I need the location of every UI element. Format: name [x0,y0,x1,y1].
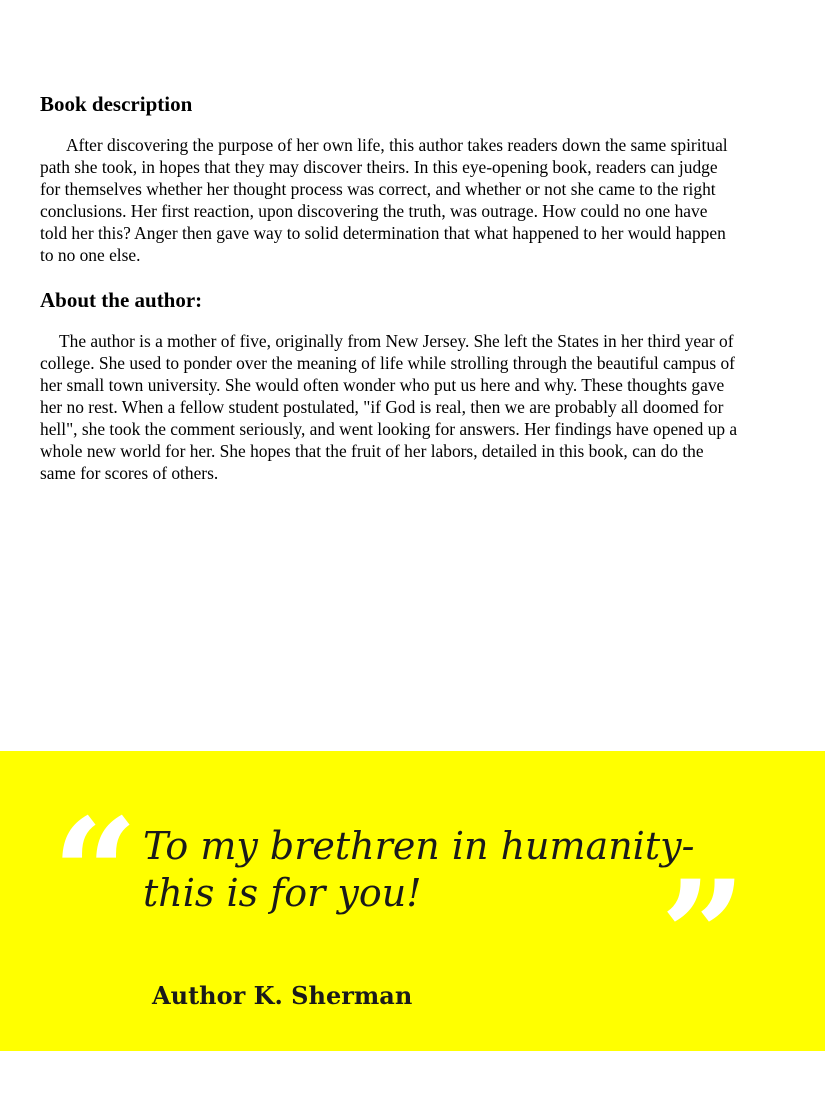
quote-banner [0,751,825,1051]
quote-author: Author K. Sherman [152,981,413,1010]
book-description-heading: Book description [40,92,193,116]
book-info [40,90,785,484]
about-author-text: The author is a mother of five, originally from New Jersey. She left the States in her third year of college. She used to ponder over the meaning of life while strolling through the beautiful campus of her small town university. She would often wonder who put us here and why. These thoughts gave her no rest. When a fellow student postulated, "if God is real, then we are probably all doomed for hell", she took the comment seriously, and went looking for answers. Her findings have opened up a whole new world for her. She hopes that the fruit of her labors, detailed in this book, can do the same for scores of others. [40,331,738,483]
book-description-text: After discovering the purpose of her own life, this author takes readers down the same spiritual path she took, in hopes that they may discover theirs. In this eye-opening book, readers can judge for themselves whether her thought process was correct, and whether or not she came to the right conclusions. Her first reaction, upon discovering the truth, was outrage. How could no one have told her this? Anger then gave way to solid determination that what happened to her would happen to no one else. [40,135,728,265]
open-quote-icon: “ [52,786,139,962]
about-author-heading: About the author: [40,288,203,312]
dedication-quote: To my brethren in humanity- this is for you! [143,824,695,915]
close-quote-icon: ” [660,848,747,1024]
